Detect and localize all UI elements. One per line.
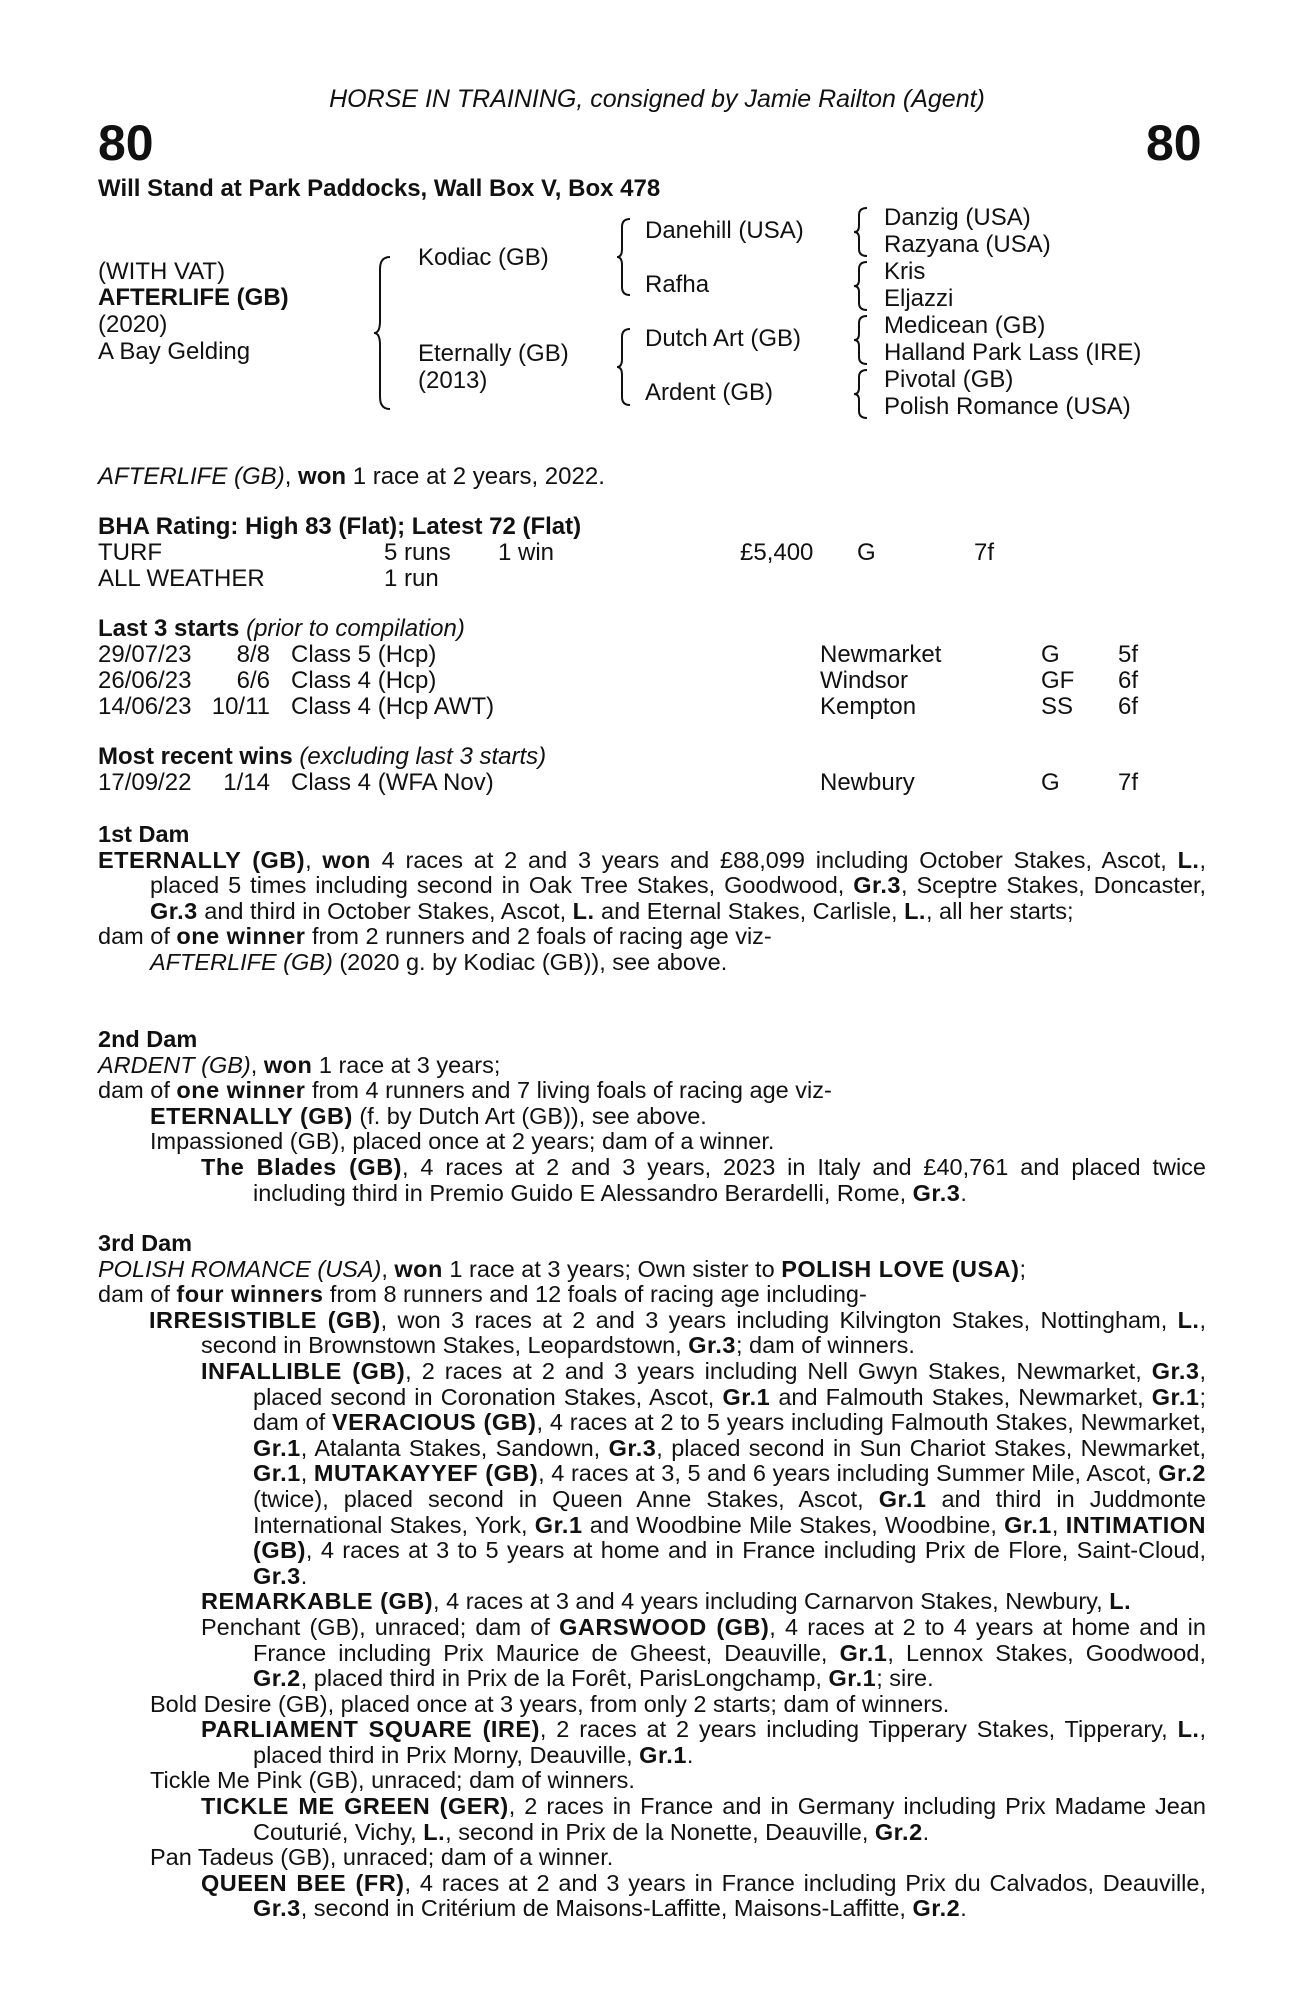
third-dam-grandoffspring: QUEEN BEE (FR), 4 races at 2 and 3 years in France including Prix du Calvados, Deauville, Gr.3, second in Critérium de Maisons-Laffitte, Maisons-Laffitte, Gr.2. xyxy=(201,1869,1206,1922)
pedigree-ggs-8: Polish Romance (USA) xyxy=(884,393,1131,420)
third-dam-grandoffspring: INFALLIBLE (GB), 2 races at 2 and 3 years including Nell Gwyn Stakes, Newmarket, Gr.3, placed second in Coronation Stakes, Ascot, Gr.1 and Falmouth Stakes, Newmarket, Gr.1; dam of VERACIOUS (GB), 4 races at 2 to 5 years including Falmouth Stakes, Newmarket, Gr.1, Atalanta Stakes, Sandown, Gr.3, placed second in Sun Chariot Stakes, Newmarket, Gr.1, MUTAKAYYEF (GB), 4 races at 3, 5 and 6 years including Summer Mile, Ascot, Gr.2 (twice), placed second in Queen Anne Stakes, Ascot, Gr.1 and third in Juddmonte International Stakes, York, Gr.1 and Woodbine Mile Stakes, Woodbine, Gr.1, INTIMATION (GB), 4 races at 3 to 5 years at home and in France including Prix de Flore, Saint-Cloud, Gr.3. xyxy=(201,1357,1207,1589)
pedigree-brace-main xyxy=(372,255,394,411)
pedigree-brace-dam xyxy=(615,327,633,407)
recent-wins-note: (excluding last 3 starts) xyxy=(299,743,547,770)
rating-aw-runs: 1 run xyxy=(384,565,439,592)
start-class: Class 4 (Hcp AWT) xyxy=(291,693,495,720)
third-dam-offspring: Bold Desire (GB), placed once at 3 years, from only 2 starts; dam of winners. xyxy=(150,1690,950,1717)
pedigree-dam: Eternally (GB) xyxy=(418,340,569,367)
win-class: Class 4 (WFA Nov) xyxy=(291,769,494,796)
pedigree-sire-sire: Danehill (USA) xyxy=(645,217,804,244)
third-dam-heading: 3rd Dam xyxy=(98,1230,193,1256)
start-going: GF xyxy=(1041,667,1075,694)
rating-turf-dist: 7f xyxy=(974,539,995,566)
pedigree-sire-dam: Rafha xyxy=(645,271,710,298)
pedigree-brace-dd xyxy=(852,368,870,420)
start-course: Windsor xyxy=(820,667,909,694)
start-date: 26/06/23 xyxy=(98,667,192,694)
pedigree-brace-ss xyxy=(852,206,870,258)
first-dam-section xyxy=(98,822,1206,976)
catalogue-header: HORSE IN TRAINING, consigned by Jamie Railton (Agent) xyxy=(329,85,985,113)
second-dam-grandoffspring: The Blades (GB), 4 races at 2 and 3 years, 2023 in Italy and £40,761 and placed twice including third in Premio Guido E Alessandro Berardelli, Rome, Gr.3. xyxy=(201,1153,1206,1206)
start-class: Class 5 (Hcp) xyxy=(291,641,437,668)
start-position: 8/8 xyxy=(236,641,270,668)
pedigree-ggs-6: Halland Park Lass (IRE) xyxy=(884,339,1142,366)
third-dam-grandoffspring: TICKLE ME GREEN (GER), 2 races in France and in Germany including Prix Madame Jean Couturié, Vichy, L., second in Prix de la Nonette, Deauville, Gr.2. xyxy=(201,1793,1206,1845)
second-dam-offspring: Impassioned (GB), placed once at 2 years; dam of a winner. xyxy=(150,1128,775,1155)
pedigree-sire: Kodiac (GB) xyxy=(418,244,549,271)
start-date: 29/07/23 xyxy=(98,641,192,668)
third-dam-offspring: Pan Tadeus (GB), unraced; dam of a winner. xyxy=(150,1844,614,1871)
third-dam-grandoffspring: Penchant (GB), unraced; dam of GARSWOOD (GB), 4 races at 2 to 4 years at home and in France including Prix Maurice de Gheest, Deauville, Gr.1, Lennox Stakes, Goodwood, Gr.2, placed third in Prix de la Forêt, ParisLongchamp, Gr.1; sire. xyxy=(201,1613,1206,1692)
pedigree-ggs-3: Kris xyxy=(884,258,926,285)
won-label: won xyxy=(322,846,371,873)
horse-description: A Bay Gelding xyxy=(98,338,251,365)
race-summary: AFTERLIFE (GB), won 1 race at 2 years, 2022. xyxy=(98,463,605,490)
rating-turf-prize: £5,400 xyxy=(740,539,814,566)
second-dam-heading: 2nd Dam xyxy=(98,1026,198,1052)
summary-won: won xyxy=(298,463,347,490)
stand-location: Will Stand at Park Paddocks, Wall Box V, Box 478 xyxy=(98,175,661,202)
start-position: 6/6 xyxy=(236,667,270,694)
lot-number-right: 80 xyxy=(1146,115,1202,171)
win-position: 1/14 xyxy=(223,769,270,796)
recent-wins-heading: Most recent wins xyxy=(98,743,293,770)
second-dam-section xyxy=(98,1027,1206,1206)
third-dam-offspring: IRRESISTIBLE (GB), won 3 races at 2 and 3 years including Kilvington Stakes, Nottingham, L., second in Brownstown Stakes, Leopardstown, Gr.3; dam of winners. xyxy=(149,1306,1206,1359)
first-dam-heading: 1st Dam xyxy=(98,821,190,847)
pedigree-dam-sire: Dutch Art (GB) xyxy=(645,325,802,352)
third-dam-grandoffspring: REMARKABLE (GB), 4 races at 3 and 4 years including Carnarvon Stakes, Newbury, L. xyxy=(201,1588,1132,1615)
start-distance: 6f xyxy=(1118,693,1139,720)
recent-wins-heading-row xyxy=(98,744,546,770)
third-dam-record: POLISH ROMANCE (USA), won 1 race at 3 years; Own sister to POLISH LOVE (USA); xyxy=(98,1255,1027,1282)
last3-heading-row xyxy=(98,616,465,642)
pedigree-ggs-7: Pivotal (GB) xyxy=(884,366,1014,393)
rating-turf-wins: 1 win xyxy=(498,539,555,566)
third-dam-section xyxy=(98,1231,1206,1922)
pedigree-brace-sire xyxy=(615,217,633,297)
third-dam-grandoffspring: PARLIAMENT SQUARE (IRE), 2 races at 2 years including Tipperary Stakes, Tipperary, L., placed third in Prix Morny, Deauville, Gr.1. xyxy=(201,1716,1206,1768)
start-date: 14/06/23 xyxy=(98,693,192,720)
dam-name: ETERNALLY (GB) xyxy=(98,846,306,873)
start-course: Kempton xyxy=(820,693,917,720)
start-position: 10/11 xyxy=(211,693,270,720)
pedigree-dam-year: (2013) xyxy=(418,367,488,394)
win-course: Newbury xyxy=(820,769,915,796)
win-date: 17/09/22 xyxy=(98,769,192,796)
pedigree-brace-ds xyxy=(852,314,870,366)
start-distance: 5f xyxy=(1118,641,1139,668)
pedigree-dam-dam: Ardent (GB) xyxy=(645,379,774,406)
first-dam-offspring: AFTERLIFE (GB) (2020 g. by Kodiac (GB)), see above. xyxy=(150,948,728,975)
pedigree-ggs-1: Danzig (USA) xyxy=(884,204,1031,231)
start-going: SS xyxy=(1041,693,1074,720)
start-distance: 6f xyxy=(1118,667,1139,694)
summary-text: 1 race at 2 years, 2022. xyxy=(352,463,605,490)
pedigree-ggs-4: Eljazzi xyxy=(884,285,954,312)
rating-turf-runs: 5 runs xyxy=(384,539,451,566)
third-dam-produce: dam of four winners from 8 runners and 12 foals of racing age including- xyxy=(98,1281,867,1308)
rating-turf-surface: TURF xyxy=(98,539,162,566)
second-dam-produce: dam of one winner from 4 runners and 7 living foals of racing age viz- xyxy=(98,1077,832,1104)
start-course: Newmarket xyxy=(820,641,942,668)
third-dam-offspring: Tickle Me Pink (GB), unraced; dam of winners. xyxy=(150,1767,635,1794)
first-dam-record: ETERNALLY (GB), won 4 races at 2 and 3 years and £88,099 including October Stakes, Ascot, L., placed 5 times including second in Oak Tree Stakes, Goodwood, Gr.3, Sceptre Stakes, Doncaster, Gr.3 and third in October Stakes, Ascot, L. and Eternal Stakes, Carlisle, L., all her starts; xyxy=(98,846,1207,924)
second-dam-record: ARDENT (GB), won 1 race at 3 years; xyxy=(98,1051,501,1078)
pedigree-ggs-5: Medicean (GB) xyxy=(884,312,1046,339)
horse-name: AFTERLIFE (GB) xyxy=(98,284,289,311)
first-dam-produce: dam of one winner from 2 runners and 2 foals of racing age viz- xyxy=(98,923,772,950)
second-dam-offspring: ETERNALLY (GB) (f. by Dutch Art (GB)), see above. xyxy=(150,1102,707,1129)
start-class: Class 4 (Hcp) xyxy=(291,667,437,694)
win-going: G xyxy=(1041,769,1060,796)
last3-note: (prior to compilation) xyxy=(246,615,465,642)
win-distance: 7f xyxy=(1118,769,1139,796)
rating-turf-going: G xyxy=(857,539,876,566)
pedigree-brace-sd xyxy=(852,260,870,312)
rating-aw-surface: ALL WEATHER xyxy=(98,565,265,592)
pedigree-ggs-2: Razyana (USA) xyxy=(884,231,1051,258)
lot-number-left: 80 xyxy=(98,115,154,171)
rating-heading: BHA Rating: High 83 (Flat); Latest 72 (Flat) xyxy=(98,513,582,540)
last3-heading: Last 3 starts xyxy=(98,615,240,642)
start-going: G xyxy=(1041,641,1060,668)
summary-horse-name: AFTERLIFE (GB) xyxy=(98,463,285,490)
vat-status: (WITH VAT) xyxy=(98,258,226,285)
horse-year: (2020) xyxy=(98,311,168,338)
